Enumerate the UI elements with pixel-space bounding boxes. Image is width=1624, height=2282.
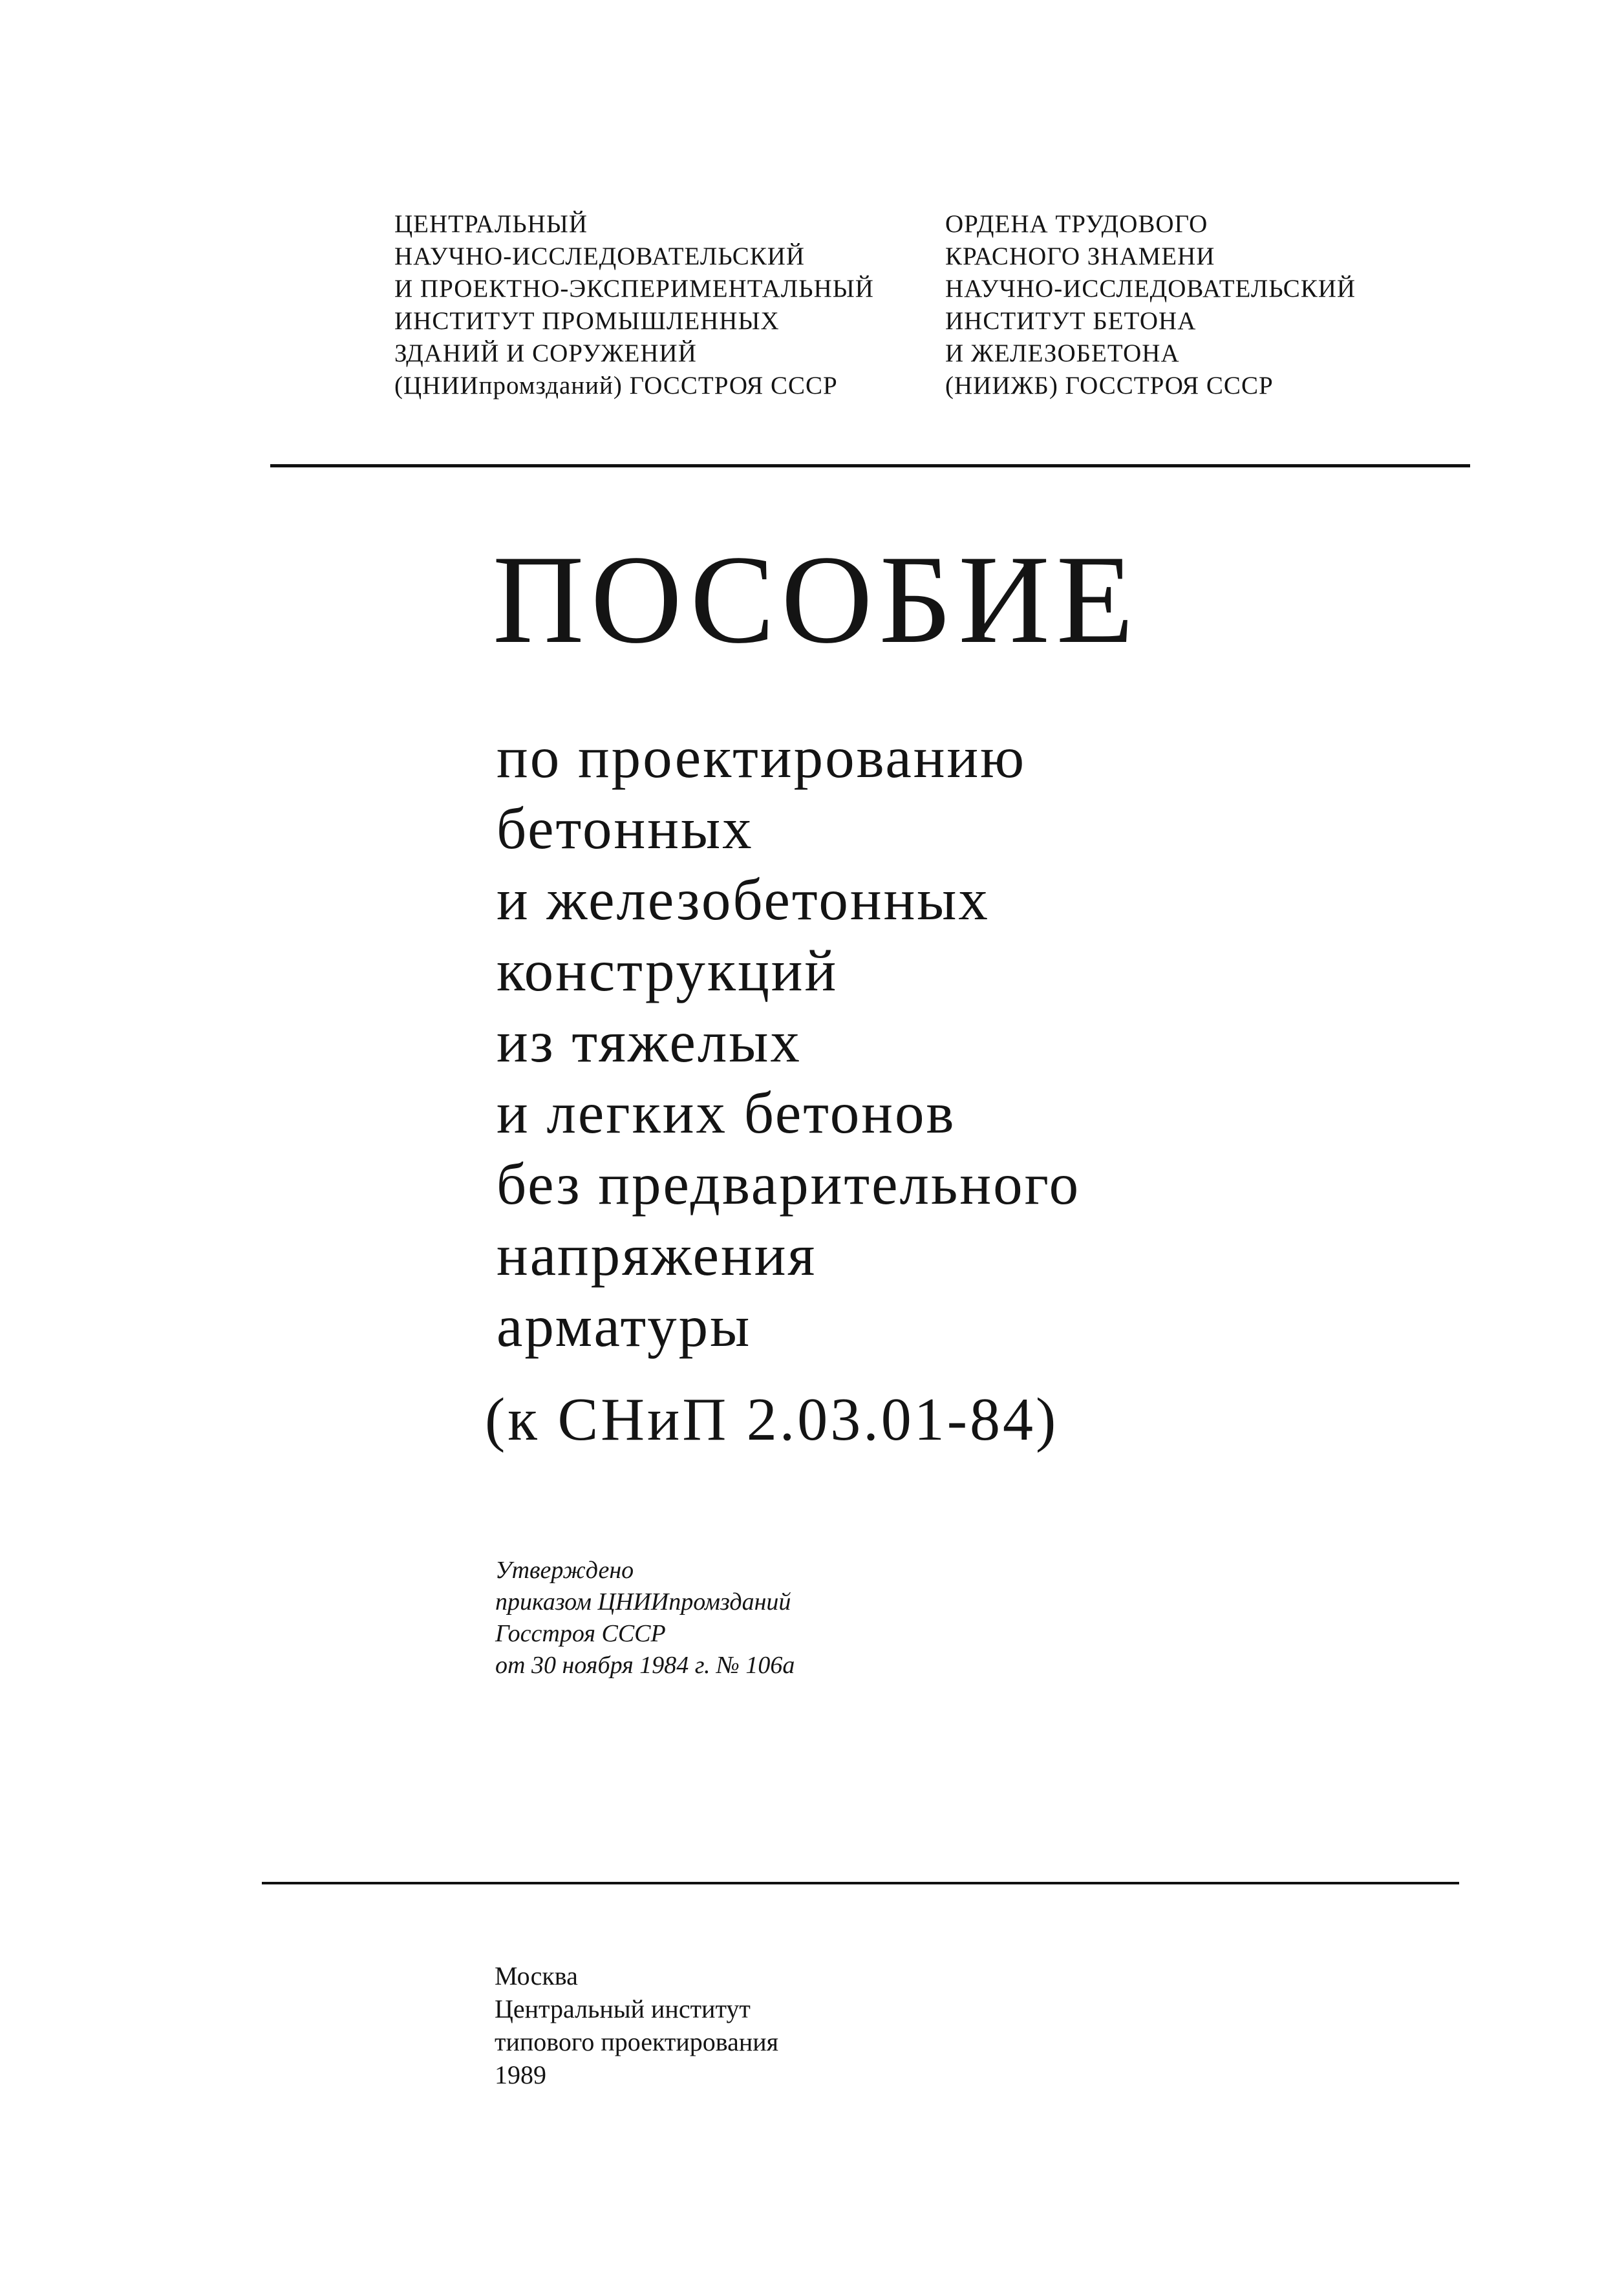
left-institute-line: ИНСТИТУТ ПРОМЫШЛЕННЫХ xyxy=(394,307,780,335)
subtitle-line: и железобетонных xyxy=(497,867,990,932)
approval-line: Госстроя СССР xyxy=(495,1620,666,1647)
right-institute-line: ОРДЕНА ТРУДОВОГО xyxy=(945,210,1208,238)
subtitle-line: конструкций xyxy=(497,938,839,1003)
right-institute-line: (НИИЖБ) ГОССТРОЯ СССР xyxy=(945,372,1274,400)
left-institute-line: ЦЕНТРАЛЬНЫЙ xyxy=(394,210,588,238)
subtitle-line: и легких бетонов xyxy=(497,1080,956,1146)
publisher-name: Центральный институт xyxy=(495,1994,751,2023)
approval-line: Утверждено xyxy=(495,1557,634,1584)
approval-line: приказом ЦНИИпромзданий xyxy=(495,1588,791,1616)
standard-reference: (к СНиП 2.03.01-84) xyxy=(485,1386,1059,1453)
approval-line: от 30 ноября 1984 г. № 106а xyxy=(495,1652,795,1679)
subtitle-line: без предварительного xyxy=(497,1151,1081,1217)
left-institute-line: НАУЧНО-ИССЛЕДОВАТЕЛЬСКИЙ xyxy=(394,242,806,270)
left-institute-line: ЗДАНИЙ И СОРУЖЕНИЙ xyxy=(394,339,697,367)
right-institute-line: КРАСНОГО ЗНАМЕНИ xyxy=(945,242,1215,270)
right-institute-header xyxy=(945,208,1356,402)
approval-note xyxy=(495,1555,795,1681)
left-institute-header xyxy=(394,208,874,402)
subtitle-line: по проектированию xyxy=(497,725,1027,790)
left-institute-line: И ПРОЕКТНО-ЭКСПЕРИМЕНТАЛЬНЫЙ xyxy=(394,275,874,303)
right-institute-line: ИНСТИТУТ БЕТОНА xyxy=(945,307,1197,335)
top-divider xyxy=(270,464,1470,467)
subtitle-line: из тяжелых xyxy=(497,1009,802,1074)
subtitle-line: арматуры xyxy=(497,1294,752,1359)
right-institute-line: НАУЧНО-ИССЛЕДОВАТЕЛЬСКИЙ xyxy=(945,275,1356,303)
publication-year: 1989 xyxy=(495,2060,546,2089)
subtitle xyxy=(497,722,1080,1362)
subtitle-line: напряжения xyxy=(497,1222,817,1288)
main-title: ПОСОБИЕ xyxy=(493,529,1140,670)
publisher-city: Москва xyxy=(495,1961,578,1990)
left-institute-line: (ЦНИИпромзданий) ГОССТРОЯ СССР xyxy=(394,372,838,400)
publisher-imprint xyxy=(495,1959,778,2091)
publisher-name: типового проектирования xyxy=(495,2027,779,2056)
subtitle-line: бетонных xyxy=(497,796,754,861)
right-institute-line: И ЖЕЛЕЗОБЕТОНА xyxy=(945,339,1180,367)
bottom-divider xyxy=(262,1882,1459,1884)
